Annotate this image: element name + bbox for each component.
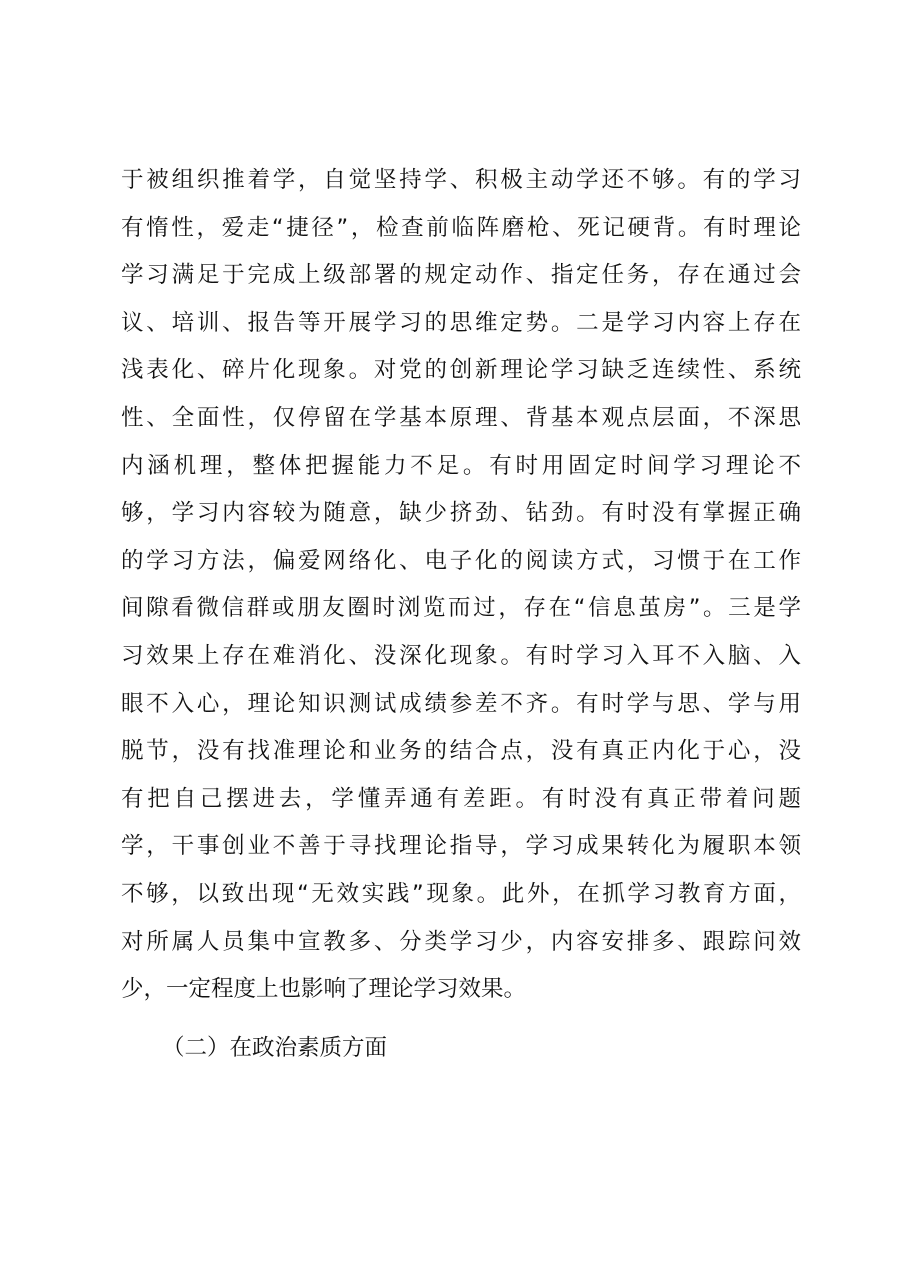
paragraph-line: 习效果上存在难消化、没深化现象。有时学习入耳不入脑、入 [121,642,801,669]
section-heading: （二）在政治素质方面 [162,1035,388,1061]
paragraph-line: 够，学习内容较为随意，缺少挤劲、钻劲。有时没有掌握正确 [121,500,801,527]
paragraph-line: 有惰性，爱走“捷径”，检查前临阵磨枪、死记硬背。有时理论 [121,214,801,241]
paragraph-line: 内涵机理，整体把握能力不足。有时用固定时间学习理论不 [121,452,801,479]
paragraph-line: 的学习方法，偏爱网络化、电子化的阅读方式，习惯于在工作 [121,547,801,574]
paragraph-line: 议、培训、报告等开展学习的思维定势。二是学习内容上存在 [121,309,801,336]
paragraph-line: 眼不入心，理论知识测试成绩参差不齐。有时学与思、学与用 [121,690,801,717]
paragraph-line: 性、全面性，仅停留在学基本原理、背基本观点层面，不深思 [121,404,801,431]
paragraph-line: 不够，以致出现“无效实践”现象。此外，在抓学习教育方面， [121,880,801,907]
paragraph-line-last: 少，一定程度上也影响了理论学习效果。 [121,976,527,1003]
paragraph-line: 有把自己摆进去，学懂弄通有差距。有时没有真正带着问题 [121,785,801,812]
paragraph-line: 学习满足于完成上级部署的规定动作、指定任务，存在通过会 [121,262,801,289]
paragraph-line: 于被组织推着学，自觉坚持学、积极主动学还不够。有的学习 [121,167,801,193]
paragraph-line: 对所属人员集中宣教多、分类学习少，内容安排多、跟踪问效 [121,928,801,955]
paragraph-line: 浅表化、碎片化现象。对党的创新理论学习缺乏连续性、系统 [121,357,801,384]
paragraph-line: 间隙看微信群或朋友圈时浏览而过，存在“信息茧房”。三是学 [121,595,801,622]
body-paragraph [121,157,801,1014]
paragraph-line: 学，干事创业不善于寻找理论指导，学习成果转化为履职本领 [121,833,801,860]
paragraph-line: 脱节，没有找准理论和业务的结合点，没有真正内化于心，没 [121,738,801,765]
